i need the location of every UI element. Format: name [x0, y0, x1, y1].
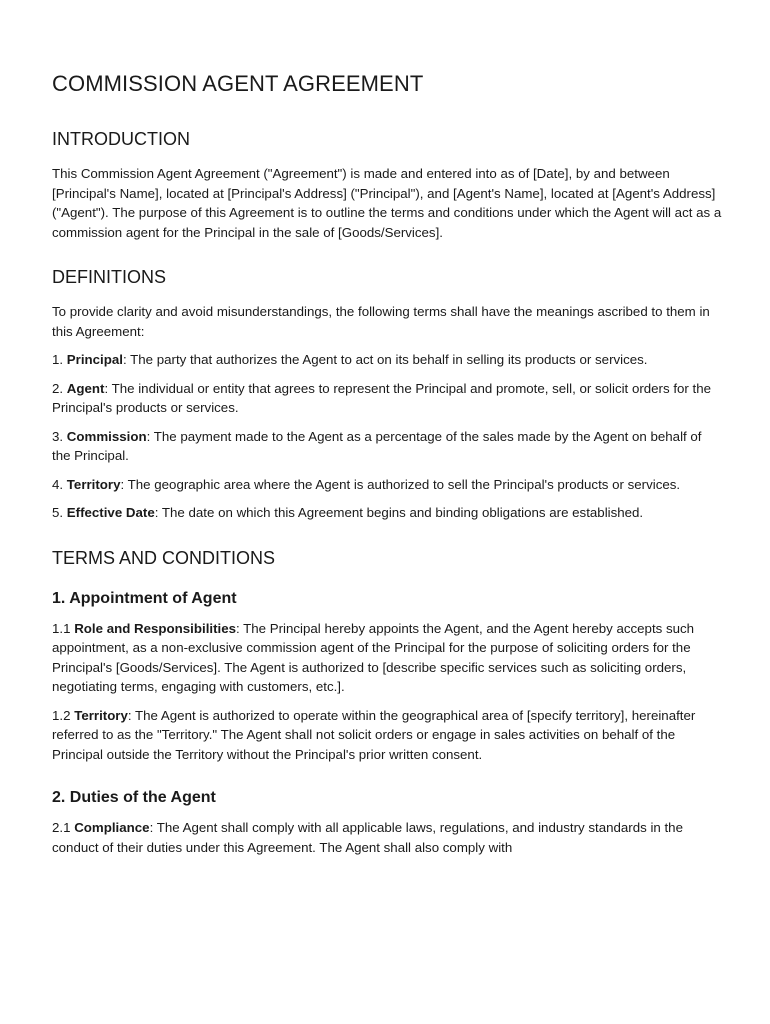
document-page — [52, 70, 722, 866]
definitions-heading: DEFINITIONS — [52, 267, 167, 287]
definition-number: 2. — [52, 380, 67, 396]
clause-term: Territory — [74, 707, 128, 723]
clause-text: : The Agent is authorized to operate within the geographical area of [specify territory], hereinafter referred to as the "Territory." The Agent shall not solicit orders or engage in sales activities on behalf of the Principal outside the Territory without the Principal's prior written consent. — [52, 707, 696, 762]
introduction-heading: INTRODUCTION — [52, 129, 190, 149]
definition-text: : The date on which this Agreement begins and binding obligations are established. — [154, 505, 644, 520]
definition-number: 4. — [52, 476, 67, 492]
clause-territory — [52, 706, 722, 765]
document-title: COMMISSION AGENT AGREEMENT — [52, 71, 424, 96]
definition-term: Effective Date — [66, 505, 155, 520]
definition-text: : The payment made to the Agent as a percentage of the sales made by the Agent on behalf of the Principal. — [52, 428, 702, 463]
definition-term: Principal — [66, 352, 123, 367]
definition-term: Territory — [66, 476, 121, 492]
clause-role-responsibilities — [52, 619, 722, 697]
definition-item-commission — [52, 427, 722, 466]
definition-term: Agent — [66, 380, 105, 396]
clause-term: Compliance — [74, 820, 150, 835]
clause-number: 1.2 — [52, 707, 75, 723]
clause-term: Role and Responsibilities — [74, 620, 236, 636]
definition-term: Commission — [66, 428, 147, 444]
definitions-intro: To provide clarity and avoid misunderstandings, the following terms shall have the meanings ascribed to them in this Agreement: — [52, 304, 710, 339]
clause-compliance — [52, 818, 722, 857]
definition-item-territory — [52, 475, 722, 495]
introduction-paragraph: This Commission Agent Agreement ("Agreement") is made and entered into as of [Date], by and between [Principal's Name], located at [Principal's Address] ("Principal"), and [Agent's Name], located at [Agent's Address] ("Agent"). The purpose of this Agreement is to outline the terms and conditions under which the Agent will act as a commission agent for the Principal in the sale of [Goods/Services]. — [52, 166, 722, 240]
clause-text: : The Agent shall comply with all applicable laws, regulations, and industry standards in the conduct of their duties under this Agreement. The Agent shall also comply with — [52, 820, 683, 855]
definition-text: : The individual or entity that agrees to represent the Principal and promote, sell, or solicit orders for the Principal's products or services. — [52, 380, 712, 415]
definition-number: 5. — [52, 505, 67, 520]
clause-text: : The Principal hereby appoints the Agent, and the Agent hereby accepts such appointment, as a non-exclusive commission agent of the Principal for the purpose of soliciting orders for the Principal's [Goods/Services]. The Agent is authorized to [describe specific services such as soliciting orders, negotiating terms, engaging with customers, etc.]. — [52, 620, 695, 694]
clause-number: 2.1 — [52, 820, 75, 835]
clause-number: 1.1 — [52, 620, 75, 636]
definition-item-agent — [52, 379, 722, 418]
terms-heading: TERMS AND CONDITIONS — [52, 547, 276, 568]
definition-item-principal — [52, 350, 722, 370]
definition-number: 3. — [52, 428, 67, 444]
definition-text: : The geographic area where the Agent is authorized to sell the Principal's products or services. — [120, 476, 681, 492]
definition-number: 1. — [52, 352, 67, 367]
duties-heading: 2. Duties of the Agent — [52, 789, 216, 806]
appointment-heading: 1. Appointment of Agent — [52, 589, 237, 607]
definition-text: : The party that authorizes the Agent to act on its behalf in selling its products or services. — [122, 352, 648, 367]
definition-item-effective-date — [52, 503, 722, 523]
